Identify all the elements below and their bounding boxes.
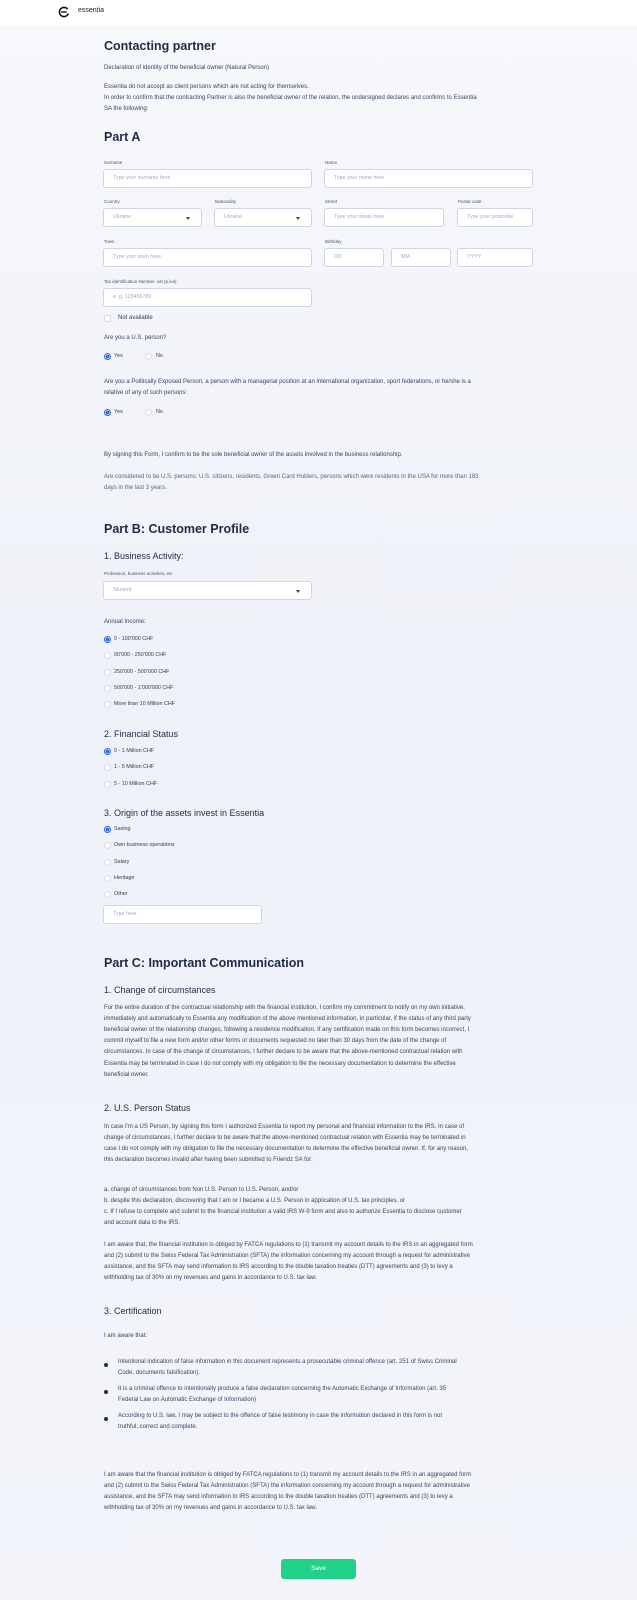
- bullet-dot-2: [104, 1417, 108, 1421]
- birthday-label: Birthday: [325, 239, 342, 244]
- pep-question-line-1: Are you a Politically Exposed Person, a person with a managerial position at an international organization, sport federations, or he/she is a: [104, 379, 471, 385]
- origin-radio-4[interactable]: [104, 891, 111, 898]
- surname-label: Surname: [104, 160, 123, 165]
- bullet-dot-0: [104, 1363, 108, 1367]
- income-radio-1[interactable]: [104, 652, 111, 659]
- bullet-1-line-0: It is a criminal offence to intentionally produce a false declaration concerning the Automatic Exchange of Information (art. 35: [118, 1386, 447, 1392]
- intro-line-3: SA the following:: [104, 106, 149, 112]
- street-label: Street: [325, 199, 338, 204]
- name-label: Name: [325, 160, 338, 165]
- pep-no-radio[interactable]: [145, 409, 152, 416]
- aware-label: I am aware that:: [104, 1333, 148, 1339]
- profession-label: Profession, business activities, etc: [104, 571, 173, 576]
- not-available-checkbox[interactable]: [104, 315, 111, 322]
- tax-label: Tax identification Number, vat (p.iva): [104, 279, 177, 284]
- fatca-line-1: and (2) submit to the Swiss Federal Tax Administration (SFTA) the information concerning my account through a request for administrative: [104, 1253, 470, 1260]
- postal-label: Postal code: [458, 199, 482, 204]
- income-label-0: 0 - 100'000 CHF: [114, 636, 154, 642]
- bullet-2-line-1: truthful, correct and complete.: [118, 1424, 198, 1430]
- profession-select[interactable]: Student: [103, 581, 312, 600]
- fatca-line-0: I am aware that, the financial institution is obliged by FATCA regulations to (1) transmit my account details to the IRS in an aggregated form: [104, 1242, 473, 1248]
- income-label-4: More than 10 Million CHF: [114, 701, 176, 708]
- us-person-question: Are you a U.S. person?: [104, 335, 167, 341]
- origin-label-4: Other: [114, 891, 128, 898]
- origin-label-0: Saving: [114, 826, 131, 832]
- origin-assets-heading: 3. Origin of the assets invest in Essentia: [104, 808, 265, 818]
- nationality-select[interactable]: Ukraine: [214, 208, 312, 227]
- origin-radio-1[interactable]: [104, 842, 111, 849]
- country-select[interactable]: Ukraine: [103, 208, 202, 227]
- business-activity-heading: 1. Business Activity:: [104, 551, 184, 561]
- part-a-title: Part A: [104, 130, 141, 144]
- final-line-2: assistance, and the SFTA may send information to IRS according to the double taxation treaties (DTT) agreements and (3) to levy a: [104, 1494, 453, 1501]
- page-title: Contacting partner: [104, 39, 216, 53]
- us-status-line-0: In case I'm a US Person, by signing this form I authorized Essentia to report my personal and financial information to the IRS. In case of: [104, 1124, 464, 1130]
- financial-radio-2[interactable]: [104, 781, 111, 788]
- us-status-line-2: case I do not comply with my obligation to file the necessary documentation to determine the effective beneficial owner. If, for any reason,: [104, 1146, 469, 1153]
- bullet-0-line-1: Code, documents falsification).: [118, 1370, 201, 1376]
- intro-line-1: Essentia do not accept as client persons which are not acting for themselves.: [104, 84, 309, 90]
- change-line-6: beneficial owner.: [104, 1071, 149, 1078]
- bullet-1-line-1: Federal Law on Automatic Exchange of Information): [118, 1397, 257, 1403]
- essentia-logo-icon[interactable]: [58, 6, 70, 18]
- financial-label-2: 5 - 10 Million CHF: [114, 780, 158, 787]
- financial-label-1: 1 - 5 Million CHF: [114, 764, 155, 771]
- pep-no-label: No: [156, 409, 163, 415]
- us-person-status-heading: 2. U.S. Person Status: [104, 1103, 191, 1113]
- bullet-dot-1: [104, 1390, 108, 1394]
- us-list-line-3: and account data to the IRS.: [104, 1220, 181, 1227]
- final-line-1: and (2) submit to the Swiss Federal Tax Administration (SFTA) the information concerning my account through a request for administrative: [104, 1483, 470, 1490]
- surname-input[interactable]: Type your surname here: [103, 169, 312, 188]
- bullet-2-line-0: According to U.S. law, I may be subject to the offence of false testimony in case the information declared in this form is not: [118, 1413, 443, 1419]
- change-circumstances-heading: 1. Change of circumstances: [104, 985, 216, 995]
- change-line-4: circumstances. In case of the change of circumstances, I further declare to be aware that the above-mentioned contractual relation with: [104, 1049, 463, 1056]
- postal-input[interactable]: Type your postcode: [457, 208, 533, 227]
- us-person-yes-radio[interactable]: [104, 353, 111, 360]
- town-label: Town: [104, 239, 115, 244]
- change-line-3: commit myself to file a new form and/or other forms or documents requested no later than 30 days from the date of the change of: [104, 1038, 447, 1045]
- pep-yes-label: Yes: [114, 409, 123, 415]
- us-person-yes-label: Yes: [114, 353, 123, 359]
- income-label-3: 500'000 - 1'000'000 CHF: [114, 684, 174, 691]
- us-definition-line-2: days in the last 3 years.: [104, 485, 168, 491]
- change-line-2: beneficial owner of the relationship changes, following a residence modification. If any certification made on this form becomes incorrect, I: [104, 1027, 470, 1034]
- origin-label-1: Own business operations: [114, 842, 175, 849]
- change-line-5: Essentia may be terminated in case I do not comply with my obligation to file the necessary documentation to determine the effective: [104, 1060, 456, 1067]
- final-line-3: withholding tax of 30% on my revenues and gains in accordance to U.S. tax law.: [104, 1505, 317, 1512]
- sign-statement: By signing this Form, I confirm to be the sole beneficial owner of the assets involved in the business relationship.: [104, 452, 403, 458]
- fatca-line-3: withholding tax of 30% on my revenues and gains in accordance to U.S. tax law.: [104, 1275, 317, 1282]
- pep-question-line-2: relative of any of such persons:: [104, 390, 188, 396]
- income-label-2: 250'000 - 500'000 CHF: [114, 668, 170, 675]
- part-b-title: Part B: Customer Profile: [104, 522, 250, 536]
- bullet-0-line-0: Intentional indication of false information in this document represents a prosecutable criminal offence (art. 251 of Swiss Criminal: [118, 1359, 457, 1365]
- income-radio-4[interactable]: [104, 701, 111, 708]
- pep-yes-radio[interactable]: [104, 409, 111, 416]
- origin-radio-2[interactable]: [104, 859, 111, 866]
- brand-name: essentia: [78, 7, 105, 14]
- financial-radio-0[interactable]: [104, 748, 111, 755]
- origin-label-2: Salary: [114, 858, 130, 865]
- us-person-no-label: No: [156, 353, 163, 359]
- change-line-1: immediately and automatically to Essentia any modification of the above mentioned information, in particular, if the status of any third party: [104, 1016, 471, 1023]
- final-line-0: I am aware that the financial institution is obliged by FATCA regulations to (1) transmit my account details to the IRS in an aggregated form: [104, 1472, 472, 1478]
- page-subtitle: Declaration of identity of the beneficial owner (Natural Person): [104, 65, 270, 71]
- income-radio-0[interactable]: [104, 636, 111, 643]
- origin-label-3: Heritage: [114, 874, 135, 881]
- save-button[interactable]: Save: [281, 1559, 356, 1579]
- us-list-line-0: a. change of circumstances from Non U.S. Person to U.S. Person, and/or: [104, 1187, 299, 1193]
- origin-other-input[interactable]: Type here: [103, 905, 262, 924]
- financial-label-0: 0 - 1 Million CHF: [114, 748, 155, 754]
- town-input[interactable]: Type your town here: [103, 248, 312, 267]
- us-definition-line-1: Are considered to be U.S. persons: U.S. citizens, residents, Green Card Holders, persons which were residents in the USA for more than 183: [104, 474, 479, 480]
- us-list-line-2: c. If I refuse to complete and submit to the financial institution a valid IRS W-9 form and also to authorize Essentia to disclose customer: [104, 1209, 462, 1216]
- annual-income-label: Annual Income:: [104, 619, 146, 625]
- us-list-line-1: b. despite this declaration, discovering that I am or I became a U.S. Person in application of U.S. tax principles, or: [104, 1198, 406, 1205]
- birthday-year-input[interactable]: YYYY: [457, 248, 533, 267]
- not-available-label: Not available: [118, 315, 153, 321]
- us-status-line-1: change of circumstances, I further declare to be aware that the above-mentioned contractual relation with Essentia may be terminated in: [104, 1135, 466, 1142]
- country-label: Country: [104, 199, 120, 204]
- origin-radio-3[interactable]: [104, 875, 111, 882]
- name-input[interactable]: Type your name here: [324, 169, 533, 188]
- origin-radio-0[interactable]: [104, 826, 111, 833]
- income-label-1: 00'000 - 250'000 CHF: [114, 652, 167, 659]
- street-input[interactable]: Type your street here: [324, 208, 444, 227]
- part-c-title: Part C: Important Communication: [104, 956, 305, 970]
- us-status-line-3: this declaration becomes invalid after having been submitted to Friendz SA for:: [104, 1157, 313, 1164]
- income-radio-2[interactable]: [104, 669, 111, 676]
- intro-line-2: In order to confirm that the contracting Partner is also the beneficial owner of the relation, the undersigned declares and confirms to Essentia: [104, 95, 477, 101]
- tax-input[interactable]: e. g. 123456789: [103, 288, 312, 307]
- fatca-line-2: assistance, and the SFTA may send information to IRS according to the double taxation treaties (DTT) agreements and (3) to levy a: [104, 1264, 453, 1271]
- financial-radio-1[interactable]: [104, 764, 111, 771]
- nationality-label: Nationality: [215, 199, 237, 204]
- certification-heading: 3. Certification: [104, 1306, 162, 1316]
- birthday-day-input[interactable]: DD: [324, 248, 384, 267]
- change-line-0: For the entire duration of the contractual relationship with the financial institution, I confirm my commitment to notify on my own initiative,: [104, 1005, 465, 1011]
- financial-status-heading: 2. Financial Status: [104, 729, 179, 739]
- us-person-no-radio[interactable]: [145, 353, 152, 360]
- income-radio-3[interactable]: [104, 685, 111, 692]
- top-bar: [0, 0, 637, 26]
- birthday-month-input[interactable]: MM: [391, 248, 451, 267]
